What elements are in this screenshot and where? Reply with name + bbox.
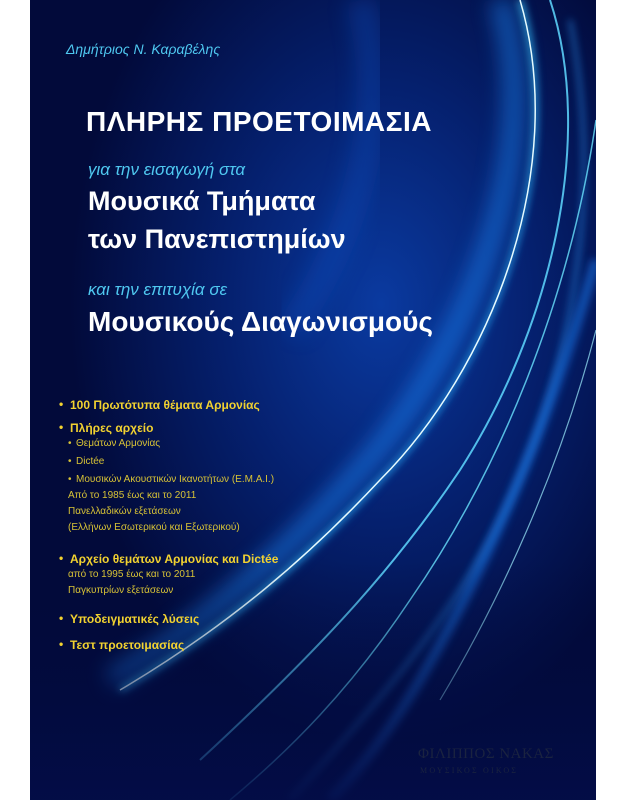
bullet-cyprus-archive: • Αρχείο θεμάτων Αρμονίας και Dictée	[70, 552, 278, 566]
sub-bullet-dictee: • Dictée	[76, 456, 104, 467]
main-title: ΠΛΗΡΗΣ ΠΡΟΕΤΟΙΜΑΣΙΑ	[86, 106, 432, 137]
book-cover	[30, 0, 596, 800]
bullet-model-solutions: • Υποδειγματικές λύσεις	[70, 612, 199, 626]
author-name: Δημήτριος Ν. Καραβέλης	[66, 41, 221, 57]
bullet-practice-tests: • Τεστ προετοιμασίας	[70, 638, 184, 652]
archive-exams-note: Πανελλαδικών εξετάσεων	[68, 506, 181, 517]
publisher-logo-name: ΦΙΛΙΠΠΟΣ ΝΑΚΑΣ	[418, 746, 554, 762]
title-music-competitions: Μουσικούς Διαγωνισμούς	[88, 306, 433, 337]
sub-bullet-harmony: • Θεμάτων Αρμονίας	[76, 438, 160, 449]
cyprus-years-note: από το 1995 έως και το 2011	[68, 569, 196, 580]
cyprus-exams-note: Παγκυπρίων εξετάσεων	[68, 585, 174, 596]
sub-bullet-emai: • Μουσικών Ακουστικών Ικανοτήτων (Ε.Μ.Α.Ι.)	[76, 474, 274, 485]
bullet-full-archive: • Πλήρες αρχείο	[70, 421, 153, 435]
bullet-harmony-topics: • 100 Πρωτότυπα θέματα Αρμονίας	[70, 398, 260, 412]
publisher-logo-subtitle: ΜΟΥΣΙΚΟΣ ΟΙΚΟΣ	[420, 766, 519, 775]
archive-years-note: Από το 1985 έως και το 2011	[68, 490, 197, 501]
subtitle-success: και την επιτυχία σε	[88, 280, 228, 299]
title-music-departments: Μουσικά Τμήματα	[88, 186, 316, 216]
archive-scope-note: (Ελλήνων Εσωτερικού και Εξωτερικού)	[68, 522, 240, 533]
title-universities: των Πανεπιστημίων	[88, 224, 346, 254]
subtitle-entrance: για την εισαγωγή στα	[88, 160, 246, 179]
